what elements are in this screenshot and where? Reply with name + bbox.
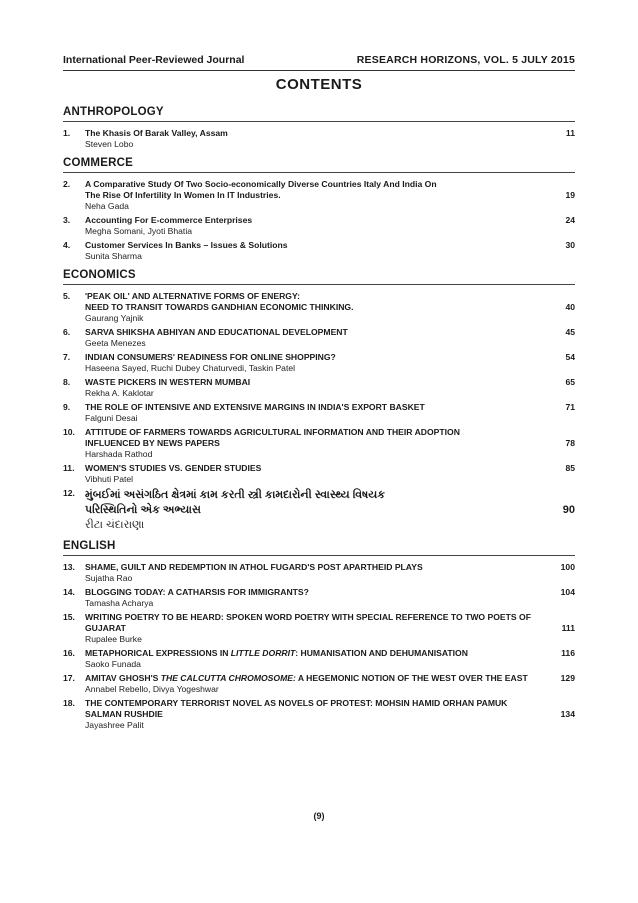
entry-number: 13.	[63, 562, 75, 572]
page-title: CONTENTS	[275, 76, 363, 93]
entry-page-number: 45	[565, 327, 575, 337]
entry-number: 18.	[63, 698, 75, 708]
entry-author: Vibhuti Patel	[85, 474, 134, 484]
entry-number: 4.	[63, 240, 71, 250]
toc-entry	[63, 402, 575, 424]
toc-entry	[63, 673, 575, 695]
toc-entry	[63, 215, 575, 237]
entry-title: THE ROLE OF INTENSIVE AND EXTENSIVE MARGINS IN INDIA'S EXPORT BASKET	[85, 402, 425, 412]
header-rule	[63, 70, 575, 71]
entry-author: Tamasha Acharya	[85, 598, 154, 608]
entry-author: Falguni Desai	[85, 413, 138, 423]
entry-page-number: 71	[565, 402, 575, 412]
toc-entry	[63, 327, 575, 349]
section-rule	[63, 284, 575, 285]
entry-title: INFLUENCED BY NEWS PAPERS	[85, 438, 220, 448]
toc-entry	[63, 179, 575, 212]
entry-title: A Comparative Study Of Two Socio-economically Diverse Countries Italy And India On	[85, 179, 437, 189]
toc-section	[63, 269, 575, 533]
entry-author: Haseena Sayed, Ruchi Dubey Chaturvedi, Taskin Patel	[85, 363, 296, 373]
toc-entry	[63, 612, 575, 645]
entry-number: 15.	[63, 612, 75, 622]
section-rule	[63, 172, 575, 173]
entry-author: Annabel Rebello, Divya Yogeshwar	[85, 684, 219, 694]
section-rule	[63, 555, 575, 556]
toc-section	[63, 106, 575, 150]
toc-entry	[63, 488, 575, 533]
entry-number: 8.	[63, 377, 71, 387]
entry-title: Customer Services In Banks – Issues & Solutions	[85, 240, 288, 250]
toc-entry	[63, 240, 575, 262]
entry-number: 5.	[63, 291, 71, 301]
entry-number: 14.	[63, 587, 75, 597]
entry-page-number: 104	[560, 587, 575, 597]
entry-title: મુંબઈમાં અસંગઠિત ક્ષેત્રમાં કામ કરતી સ્ત્રી કામદારોની સ્વાસ્થ્ય વિષયક	[85, 489, 386, 501]
journal-type: International Peer-Reviewed Journal	[63, 54, 245, 66]
entry-title: METAPHORICAL EXPRESSIONS IN LITTLE DORRIT: HUMANISATION AND DEHUMANISATION	[85, 648, 468, 658]
entry-number: 7.	[63, 352, 71, 362]
entry-page-number: 40	[565, 302, 575, 312]
entry-title: AMITAV GHOSH'S THE CALCUTTA CHROMOSOME: A HEGEMONIC NOTION OF THE WEST OVER THE EAST	[85, 673, 528, 683]
entry-author: Rupalee Burke	[85, 634, 142, 644]
entry-number: 6.	[63, 327, 71, 337]
entry-number: 12.	[63, 488, 75, 498]
entry-author: Sunita Sharma	[85, 251, 142, 261]
entry-title: The Rise Of Infertility In Women In IT Industries.	[85, 190, 281, 200]
entry-page-number: 19	[565, 190, 575, 200]
section-rule	[63, 121, 575, 122]
entry-page-number: 54	[565, 352, 575, 362]
entry-number: 3.	[63, 215, 71, 225]
toc-entry	[63, 352, 575, 374]
table-of-contents	[63, 106, 575, 738]
entry-author: Saoko Funada	[85, 659, 141, 669]
entry-number: 11.	[63, 463, 75, 473]
entry-number: 9.	[63, 402, 71, 412]
entry-page-number: 24	[565, 215, 575, 225]
entry-title: 'PEAK OIL' AND ALTERNATIVE FORMS OF ENERGY:	[85, 291, 300, 301]
toc-entry	[63, 427, 575, 460]
entry-page-number: 90	[562, 504, 575, 516]
toc-entry	[63, 562, 575, 584]
toc-entry	[63, 587, 575, 609]
toc-entry	[63, 291, 575, 324]
entry-page-number: 85	[565, 463, 575, 473]
entry-page-number: 78	[565, 438, 575, 448]
toc-entry	[63, 128, 575, 150]
entry-page-number: 134	[560, 709, 575, 719]
entry-title: The Khasis Of Barak Valley, Assam	[85, 128, 228, 138]
section-heading: ANTHROPOLOGY	[63, 106, 164, 118]
entry-title: GUJARAT	[85, 623, 126, 633]
entry-title: NEED TO TRANSIT TOWARDS GANDHIAN ECONOMIC THINKING.	[85, 302, 354, 312]
entry-page-number: 116	[561, 648, 575, 658]
toc-entry	[63, 698, 575, 731]
entry-author: Neha Gada	[85, 201, 129, 211]
entry-title: SARVA SHIKSHA ABHIYAN AND EDUCATIONAL DEVELOPMENT	[85, 327, 348, 337]
entry-title: પરિસ્થિતિનો એક અભ્યાસ	[85, 504, 201, 516]
section-heading: ENGLISH	[63, 540, 116, 552]
entry-title: SHAME, GUILT AND REDEMPTION IN ATHOL FUGARD'S POST APARTHEID PLAYS	[85, 562, 423, 572]
entry-author: Steven Lobo	[85, 139, 134, 149]
entry-number: 1.	[63, 128, 71, 138]
toc-section	[63, 157, 575, 262]
entry-author: Jayashree Palit	[85, 720, 144, 730]
entry-author: Gaurang Yajnik	[85, 313, 144, 323]
entry-page-number: 11	[565, 128, 575, 138]
entry-author: Megha Somani, Jyoti Bhatia	[85, 226, 193, 236]
entry-author: Geeta Menezes	[85, 338, 146, 348]
section-heading: ECONOMICS	[63, 269, 136, 281]
section-heading: COMMERCE	[63, 157, 133, 169]
entry-author: Sujatha Rao	[85, 573, 133, 583]
entry-title: INDIAN CONSUMERS' READINESS FOR ONLINE SHOPPING?	[85, 352, 336, 362]
toc-entry	[63, 377, 575, 399]
entry-number: 17.	[63, 673, 75, 683]
entry-author: Rekha A. Kaklotar	[85, 388, 154, 398]
entry-author: રીટા ચંદારાણા	[85, 519, 145, 531]
entry-title: THE CONTEMPORARY TERRORIST NOVEL AS NOVELS OF PROTEST: MOHSIN HAMID ORHAN PAMUK	[85, 698, 508, 708]
entry-title: SALMAN RUSHDIE	[85, 709, 163, 719]
entry-title: ATTITUDE OF FARMERS TOWARDS AGRICULTURAL INFORMATION AND THEIR ADOPTION	[85, 427, 460, 437]
toc-entry	[63, 463, 575, 485]
entry-page-number: 100	[560, 562, 575, 572]
entry-page-number: 30	[565, 240, 575, 250]
entry-title: WASTE PICKERS IN WESTERN MUMBAI	[85, 377, 251, 387]
toc-section	[63, 540, 575, 731]
entry-page-number: 111	[561, 623, 575, 633]
entry-title: WRITING POETRY TO BE HEARD: SPOKEN WORD POETRY WITH SPECIAL REFERENCE TO TWO POETS OF	[85, 612, 531, 622]
entry-title: WOMEN'S STUDIES VS. GENDER STUDIES	[85, 463, 262, 473]
entry-author: Harshada Rathod	[85, 449, 153, 459]
journal-volume: RESEARCH HORIZONS, VOL. 5 JULY 2015	[356, 54, 575, 66]
entry-number: 2.	[63, 179, 71, 189]
entry-page-number: 129	[560, 673, 575, 683]
entry-page-number: 65	[565, 377, 575, 387]
entry-number: 16.	[63, 648, 75, 658]
entry-title: Accounting For E-commerce Enterprises	[85, 215, 253, 225]
toc-entry	[63, 648, 575, 670]
entry-number: 10.	[63, 427, 75, 437]
entry-title: BLOGGING TODAY: A CATHARSIS FOR IMMIGRANTS?	[85, 587, 309, 597]
page-number: (9)	[313, 811, 325, 821]
